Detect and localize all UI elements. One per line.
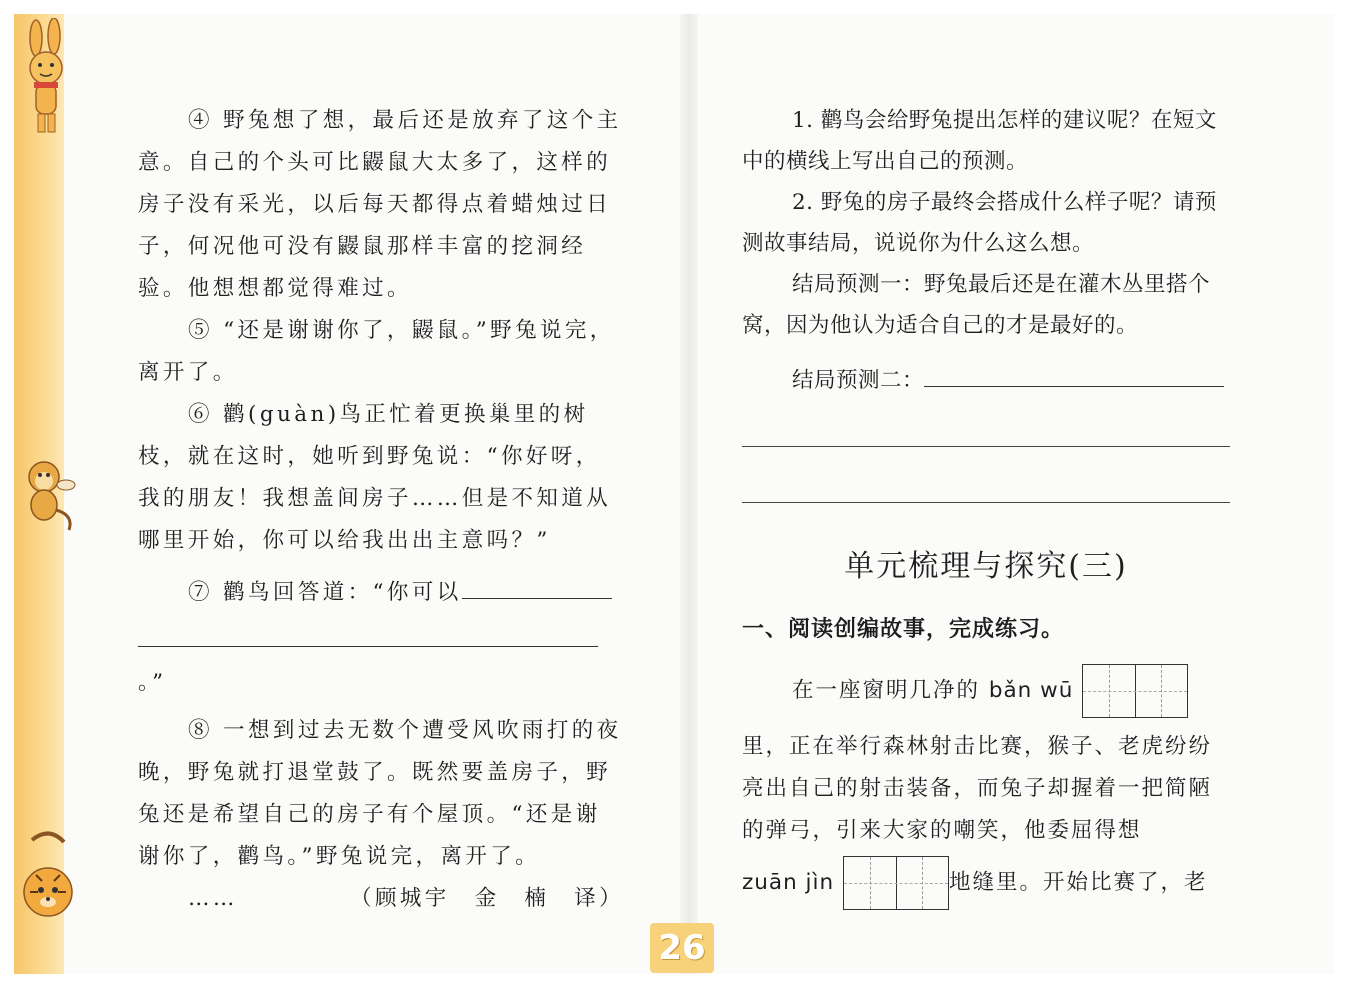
story-line-1 bbox=[742, 664, 1230, 718]
paragraph-6: ⑥ 鹳(guàn)鸟正忙着更换巢里的树枝，就在这时，她听到野兔说：“你好呀，我的朋友！我想盖间房子……但是不知道从哪里开始，你可以给我出出主意吗？” bbox=[138, 402, 612, 553]
question-2: 2. 野兔的房子最终会搭成什么样子呢？请预测故事结局，说说你为什么这么想。 bbox=[742, 190, 1217, 256]
tiger-mascot-icon bbox=[14, 830, 84, 925]
story-line-end: 地缝里。开始比赛了，老 bbox=[948, 870, 1208, 895]
page-fold bbox=[680, 14, 698, 974]
paragraph-7 bbox=[138, 572, 624, 614]
answer-line-1[interactable] bbox=[742, 445, 1230, 447]
pinyin-ban-wu: bǎn wū bbox=[988, 678, 1074, 703]
pinyin-zuan-jin: zuān jìn bbox=[742, 870, 835, 895]
answer-line-2[interactable] bbox=[742, 501, 1230, 503]
character-grid-2[interactable] bbox=[843, 856, 949, 910]
rabbit-mascot-icon bbox=[14, 18, 84, 138]
question-1: 1. 鹳鸟会给野兔提出怎样的建议呢？在短文中的横线上写出自己的预测。 bbox=[742, 108, 1217, 174]
ending-prediction-2-label: 结局预测二： bbox=[792, 368, 925, 393]
monkey-mascot-icon bbox=[14, 455, 84, 535]
story-line-last bbox=[742, 856, 1230, 910]
answer-blank-inline[interactable] bbox=[462, 597, 612, 599]
story-line-1-prefix: 在一座窗明几净的 bbox=[792, 678, 981, 703]
ending-prediction-2 bbox=[742, 360, 1230, 401]
translator-credit: （顾城宇 金 楠 译） bbox=[350, 886, 624, 911]
answer-blank-full[interactable] bbox=[138, 645, 598, 647]
ending-2-blank[interactable] bbox=[924, 385, 1224, 387]
ellipsis: …… bbox=[188, 886, 238, 911]
credit-line bbox=[138, 878, 624, 920]
ending-prediction-1: 结局预测一：野兔最后还是在灌木丛里搭个窝，因为他认为适合自己的才是最好的。 bbox=[742, 272, 1211, 338]
unit-title: 单元梳理与探究(三) bbox=[844, 549, 1128, 584]
character-grid-1[interactable] bbox=[1082, 664, 1188, 718]
story-body: 里，正在举行森林射击比赛，猴子、老虎纷纷亮出自己的射击装备，而兔子却握着一把简陋的弹弓，引来大家的嘲笑，他委屈得想 bbox=[742, 734, 1213, 843]
paragraph-4: ④ 野兔想了想，最后还是放弃了这个主意。自己的个头可比鼹鼠大太多了，这样的房子没有采光，以后每天都得点着蜡烛过日子，何况他可没有鼹鼠那样丰富的挖洞经验。他想想都觉得难过。 bbox=[138, 108, 622, 301]
section-heading-1: 一、阅读创编故事，完成练习。 bbox=[742, 617, 1065, 642]
paragraph-7-line2 bbox=[138, 620, 624, 704]
right-page-text bbox=[742, 100, 1230, 910]
paragraph-7-prefix: ⑦ 鹳鸟回答道：“你可以 bbox=[188, 580, 462, 605]
page-number-badge: 26 bbox=[650, 923, 714, 973]
paragraph-7-suffix: 。” bbox=[138, 670, 167, 695]
left-page-text bbox=[138, 100, 624, 920]
paragraph-8: ⑧ 一想到过去无数个遭受风吹雨打的夜晚，野兔就打退堂鼓了。既然要盖房子，野兔还是希望自己的房子有个屋顶。“还是谢谢你了，鹳鸟。”野兔说完，离开了。 bbox=[138, 718, 622, 869]
paragraph-5: ⑤ “还是谢谢你了，鼹鼠。”野兔说完，离开了。 bbox=[138, 318, 615, 385]
